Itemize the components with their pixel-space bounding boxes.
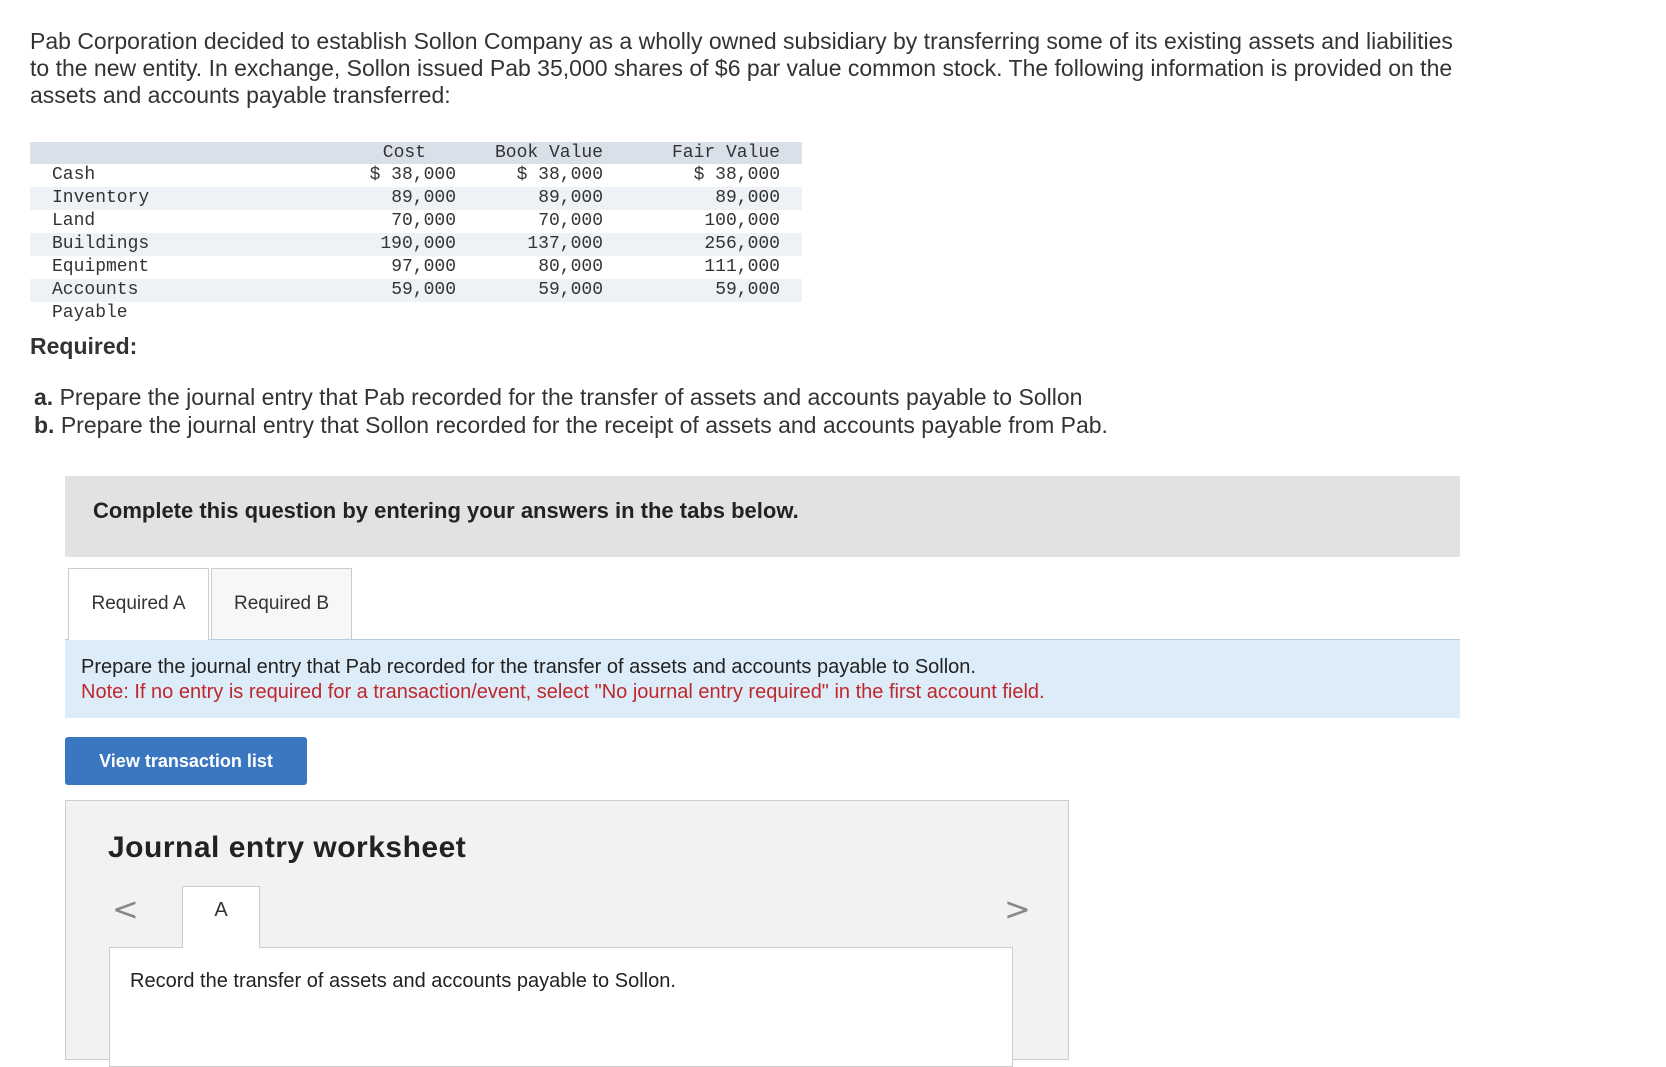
row-label: Equipment <box>52 257 150 277</box>
required-item-a <box>34 383 1108 411</box>
table-row <box>30 210 802 233</box>
row-label: Accounts Payable <box>52 280 139 323</box>
fair-value-cell: 256,000 <box>704 234 780 254</box>
tab-required-b[interactable]: Required B <box>211 568 352 639</box>
worksheet-title: Journal entry worksheet <box>108 831 467 864</box>
cost-cell: 59,000 <box>391 280 456 300</box>
row-label: Inventory <box>52 188 150 208</box>
tab-required-a[interactable]: Required A <box>68 568 209 640</box>
table-row <box>30 279 802 323</box>
asset-table <box>30 142 802 323</box>
table-row <box>30 164 802 187</box>
table-row <box>30 256 802 279</box>
table-header-row <box>30 142 802 164</box>
book-value-cell: 59,000 <box>538 280 603 300</box>
book-value-cell: 80,000 <box>538 257 603 277</box>
fair-value-cell: 111,000 <box>704 257 780 277</box>
table-header-fair-value: Fair Value <box>671 143 780 163</box>
fair-value-cell: 89,000 <box>715 188 780 208</box>
required-item-b <box>34 411 1108 439</box>
fair-value-cell: $ 38,000 <box>693 165 780 185</box>
journal-entry-worksheet <box>65 800 1069 1060</box>
required-heading: Required: <box>30 333 138 359</box>
problem-intro: Pab Corporation decided to establish Sollon Company as a wholly owned subsidiary by transferring some of its existing assets and liabilities to the new entity. In exchange, Sollon issued Pab 35,000 shares of $6 par value common stock. The following information is provided on the assets and accounts payable transferred: <box>30 28 1453 108</box>
worksheet-tab-a[interactable]: A <box>182 886 260 948</box>
cost-cell: 89,000 <box>391 188 456 208</box>
cost-cell: 190,000 <box>380 234 456 254</box>
chevron-right-icon[interactable]: > <box>1004 890 1031 928</box>
table-header-cost: Cost <box>382 143 426 163</box>
fair-value-cell: 100,000 <box>704 211 780 231</box>
instruction-note: Note: If no entry is required for a transaction/event, select "No journal entry required" in the first account field. <box>81 681 1045 703</box>
table-row <box>30 187 802 210</box>
row-label: Buildings <box>52 234 150 254</box>
row-label: Land <box>52 211 96 231</box>
required-item-letter: a. <box>34 384 54 410</box>
instruction-box <box>65 639 1460 718</box>
view-transaction-list-button[interactable]: View transaction list <box>65 737 307 785</box>
cost-cell: $ 38,000 <box>369 165 456 185</box>
cost-cell: 97,000 <box>391 257 456 277</box>
instruction-text: Prepare the journal entry that Pab recorded for the transfer of assets and accounts payable to Sollon. <box>81 656 976 678</box>
required-item-text: Prepare the journal entry that Pab recorded for the transfer of assets and accounts payable to Sollon <box>59 384 1083 410</box>
book-value-cell: 137,000 <box>527 234 603 254</box>
worksheet-panel <box>109 947 1013 1067</box>
required-item-letter: b. <box>34 412 55 438</box>
required-item-text: Prepare the journal entry that Sollon recorded for the receipt of assets and accounts payable from Pab. <box>60 412 1108 438</box>
fair-value-cell: 59,000 <box>715 280 780 300</box>
book-value-cell: 89,000 <box>538 188 603 208</box>
book-value-cell: $ 38,000 <box>516 165 603 185</box>
cost-cell: 70,000 <box>391 211 456 231</box>
row-label: Cash <box>52 165 96 185</box>
book-value-cell: 70,000 <box>538 211 603 231</box>
table-header-book-value: Book Value <box>494 143 603 163</box>
complete-question-banner <box>65 476 1460 557</box>
worksheet-panel-text: Record the transfer of assets and accounts payable to Sollon. <box>130 970 676 992</box>
table-row <box>30 233 802 256</box>
complete-question-text: Complete this question by entering your answers in the tabs below. <box>93 498 799 523</box>
required-list <box>34 383 1108 439</box>
chevron-left-icon[interactable]: < <box>112 890 139 928</box>
table-header-blank <box>30 142 222 164</box>
